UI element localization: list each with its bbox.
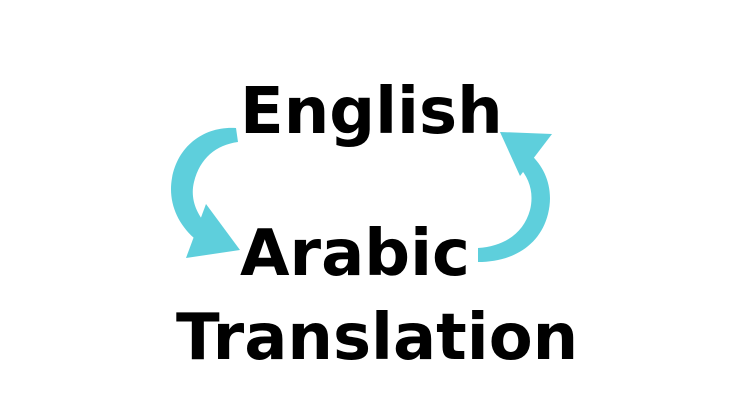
word-translation: Translation [176, 301, 579, 375]
word-arabic: Arabic [240, 217, 470, 291]
word-english: English [240, 75, 503, 149]
